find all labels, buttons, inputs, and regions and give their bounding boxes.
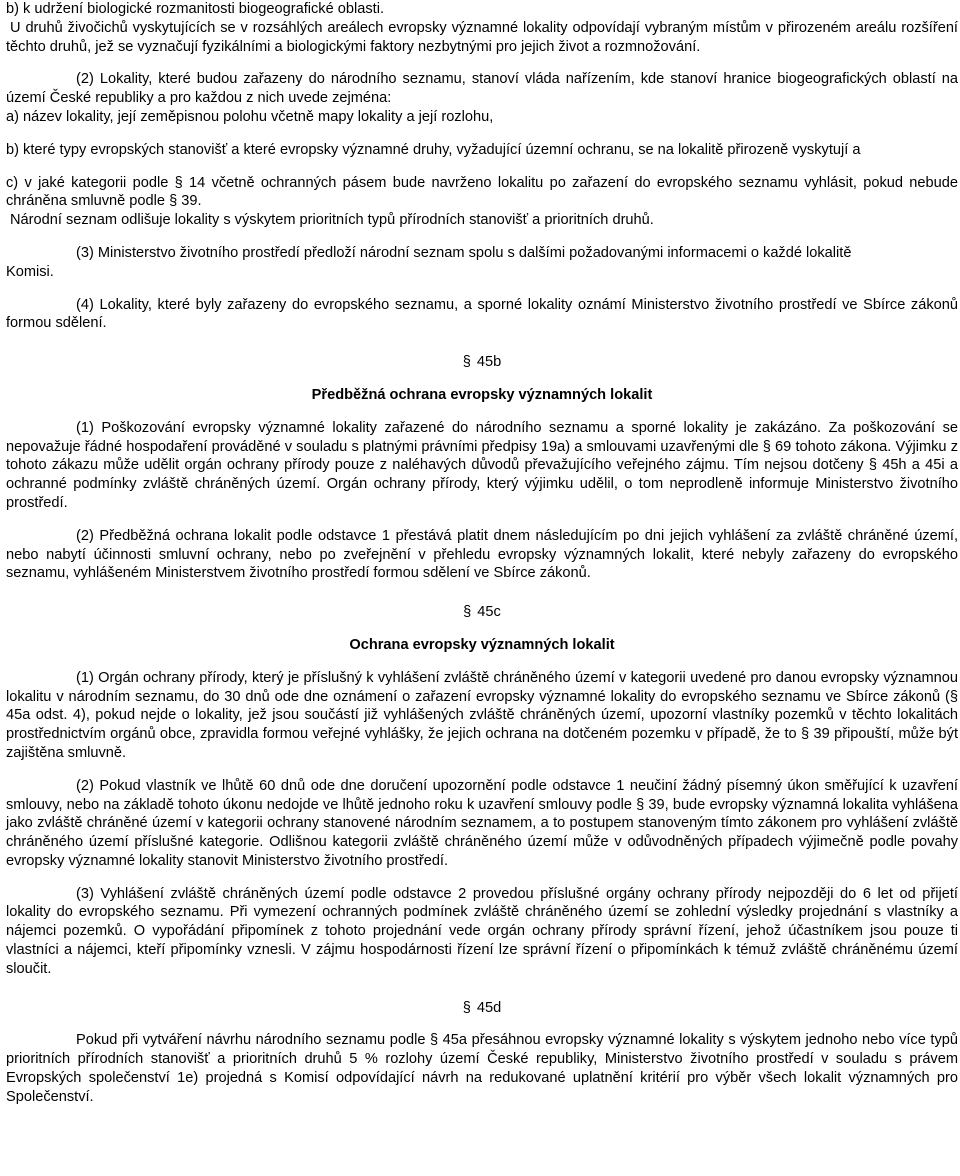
section-45b-number — [6, 353, 958, 372]
paragraph-45a-3 — [6, 244, 958, 282]
section-mark: § — [463, 604, 472, 621]
section-45d-number — [6, 999, 958, 1018]
list-item-c: c) v jaké kategorii podle § 14 včetně ochranných pásem bude navrženo lokalitu po zařazení do evropského seznamu vyhlásit, pokud nebude chráněna smluvně podle § 39. — [6, 174, 958, 210]
section-45c-label: 45c — [477, 604, 501, 621]
komisi-label: Komisi. — [6, 263, 54, 280]
paragraph-priority-note: Národní seznam odlišuje lokality s výskytem prioritních typů přírodních stanovišť a prioritních druhů. — [10, 212, 654, 229]
paragraph-45d: Pokud při vytváření návrhu národního seznamu podle § 45a přesáhnou evropsky významné lokality s výskytem jednoho nebo více typů prioritních přírodních stanovišť a prioritních druhů 5 % rozlohy území České republiky, Ministerstvo životního prostředí v souladu s právem Evropských společenství 1e) projedná s Komisí odpovídající návrh na redukované uplatnění kritérií pro výběr všech lokalit významných pro Společenství. — [6, 1032, 958, 1105]
paragraph-45a-4: (4) Lokality, které byly zařazeny do evropského seznamu, a sporné lokality oznámí Ministerstvo životního prostředí ve Sbírce zákonů formou sdělení. — [6, 296, 958, 332]
section-45b-heading: Předběžná ochrana evropsky významných lokalit — [311, 386, 653, 403]
section-45d-label: 45d — [476, 999, 502, 1016]
paragraph-45a-2: (2) Lokality, které budou zařazeny do národního seznamu, stanoví vláda nařízením, kde stanoví hranice biogeografických oblastí na území České republiky a pro každou z nich uvede zejména: — [6, 71, 958, 107]
paragraph-45c-3: (3) Vyhlášení zvláště chráněných území podle odstavce 2 provedou příslušné orgány ochrany přírody nejpozději do 6 let od přijetí lokality do evropského seznamu. Při vymezení ochranných podmínek zvláště chráněného území se zohlední výsledky projednání s vlastníky a nájemci pozemků. O vypořádání připomínek z tohoto projednání vede orgán ochrany přírody správní řízení, jehož účastníkem jsou pouze ti vlastníci a nájemci, kteří připomínky vznesli. V zájmu hospodárnosti řízení lze správní řízení o připomínkách k témuž zvláště chráněnému území sloučit. — [6, 885, 958, 977]
section-mark: § — [462, 999, 471, 1016]
list-item-a: a) název lokality, její zeměpisnou polohu včetně mapy lokality a její rozlohu, — [6, 108, 494, 125]
paragraph-45c-1: (1) Orgán ochrany přírody, který je příslušný k vyhlášení zvláště chráněného území v kategorii uvedené pro danou evropsky významnou lokalitu v národním seznamu, do 30 dnů ode dne oznámení o zařazení evropsky významné lokality do evropského seznamu ve Sbírce zákonů (§ 45a odst. 4), pokud nejde o lokality, jež jsou součástí již vyhlášených zvláště chráněných území, upozorní vlastníky pozemků v těchto lokalitách prostřednictvím orgánů obce, zpravidla formou veřejné vyhlášky, že jejich ochrana na dotčeném pozemku v případě, že to § 39 připouští, může být zajištěna smluvně. — [6, 669, 958, 761]
paragraph-animal-areas: U druhů živočichů vyskytujících se v rozsáhlých areálech evropsky významné lokality odpovídají vybraným místům v přirozeném areálu rozšíření těchto druhů, jež se vyznačují fyzikálními a biologickými faktory nezbytnými pro jejich život a rozmnožování. — [6, 19, 958, 55]
paragraph-45b-1: (1) Poškozování evropsky významné lokality zařazené do národního seznamu a sporné lokality je zakázáno. Za poškozování se nepovažuje řádné hospodaření prováděné v souladu s platnými právními předpisy 19a) a smlouvami uzavřenými dle § 69 tohoto zákona. Výjimku z tohoto zákazu může udělit orgán ochrany přírody pouze z naléhavých důvodů převažujícího veřejného zájmu. Tím nejsou dotčeny § 45h a 45i a ochranné podmínky zvláště chráněných území. Orgán ochrany přírody, který výjimku udělil, o tom neprodleně informuje Ministerstvo životního prostředí. — [6, 419, 958, 511]
section-45c-number — [6, 603, 958, 622]
section-45c-heading: Ochrana evropsky významných lokalit — [349, 636, 615, 653]
paragraph-45a-3-text: (3) Ministerstvo životního prostředí předloží národní seznam spolu s dalšími požadovanými informacemi o každé lokalitě — [76, 244, 852, 261]
section-45b-label: 45b — [476, 354, 502, 371]
list-item-b: b) které typy evropských stanovišť a které evropsky významné druhy, vyžadující územní ochranu, se na lokalitě přirozeně vyskytují a — [6, 141, 861, 158]
paragraph-45b-2: (2) Předběžná ochrana lokalit podle odstavce 1 přestává platit dnem následujícím po dni jejich vyhlášení za zvláště chráněné území, nebo nabytí účinnosti smluvní ochrany, nebo po zveřejnění v přehledu evropsky významných lokalit, které nebyly zařazeny do evropského seznamu, vyhlášeném Ministerstvem životního prostředí formou sdělení ve Sbírce zákonů. — [6, 527, 958, 582]
paragraph-45c-2: (2) Pokud vlastník ve lhůtě 60 dnů ode dne doručení upozornění podle odstavce 1 neučiní žádný písemný úkon směřující k uzavření smlouvy, nebo na základě tohoto úkonu nedojde ve lhůtě jednoho roku k uzavření smlouvy podle § 39, bude evropsky významná lokalita vyhlášena jako zvláště chráněné území v kategorii ochrany stanovené národním seznamem, a to postupem stanoveným tímto zákonem pro vyhlášení zvláště chráněného území příslušné kategorie. Odlišnou kategorii zvláště chráněného území může v odůvodněných případech výjimečně podle povahy evropsky významné lokality stanovit Ministerstvo životního prostředí. — [6, 777, 958, 869]
paragraph-b-item: b) k udržení biologické rozmanitosti biogeografické oblasti. — [6, 1, 385, 17]
section-mark: § — [462, 354, 471, 371]
